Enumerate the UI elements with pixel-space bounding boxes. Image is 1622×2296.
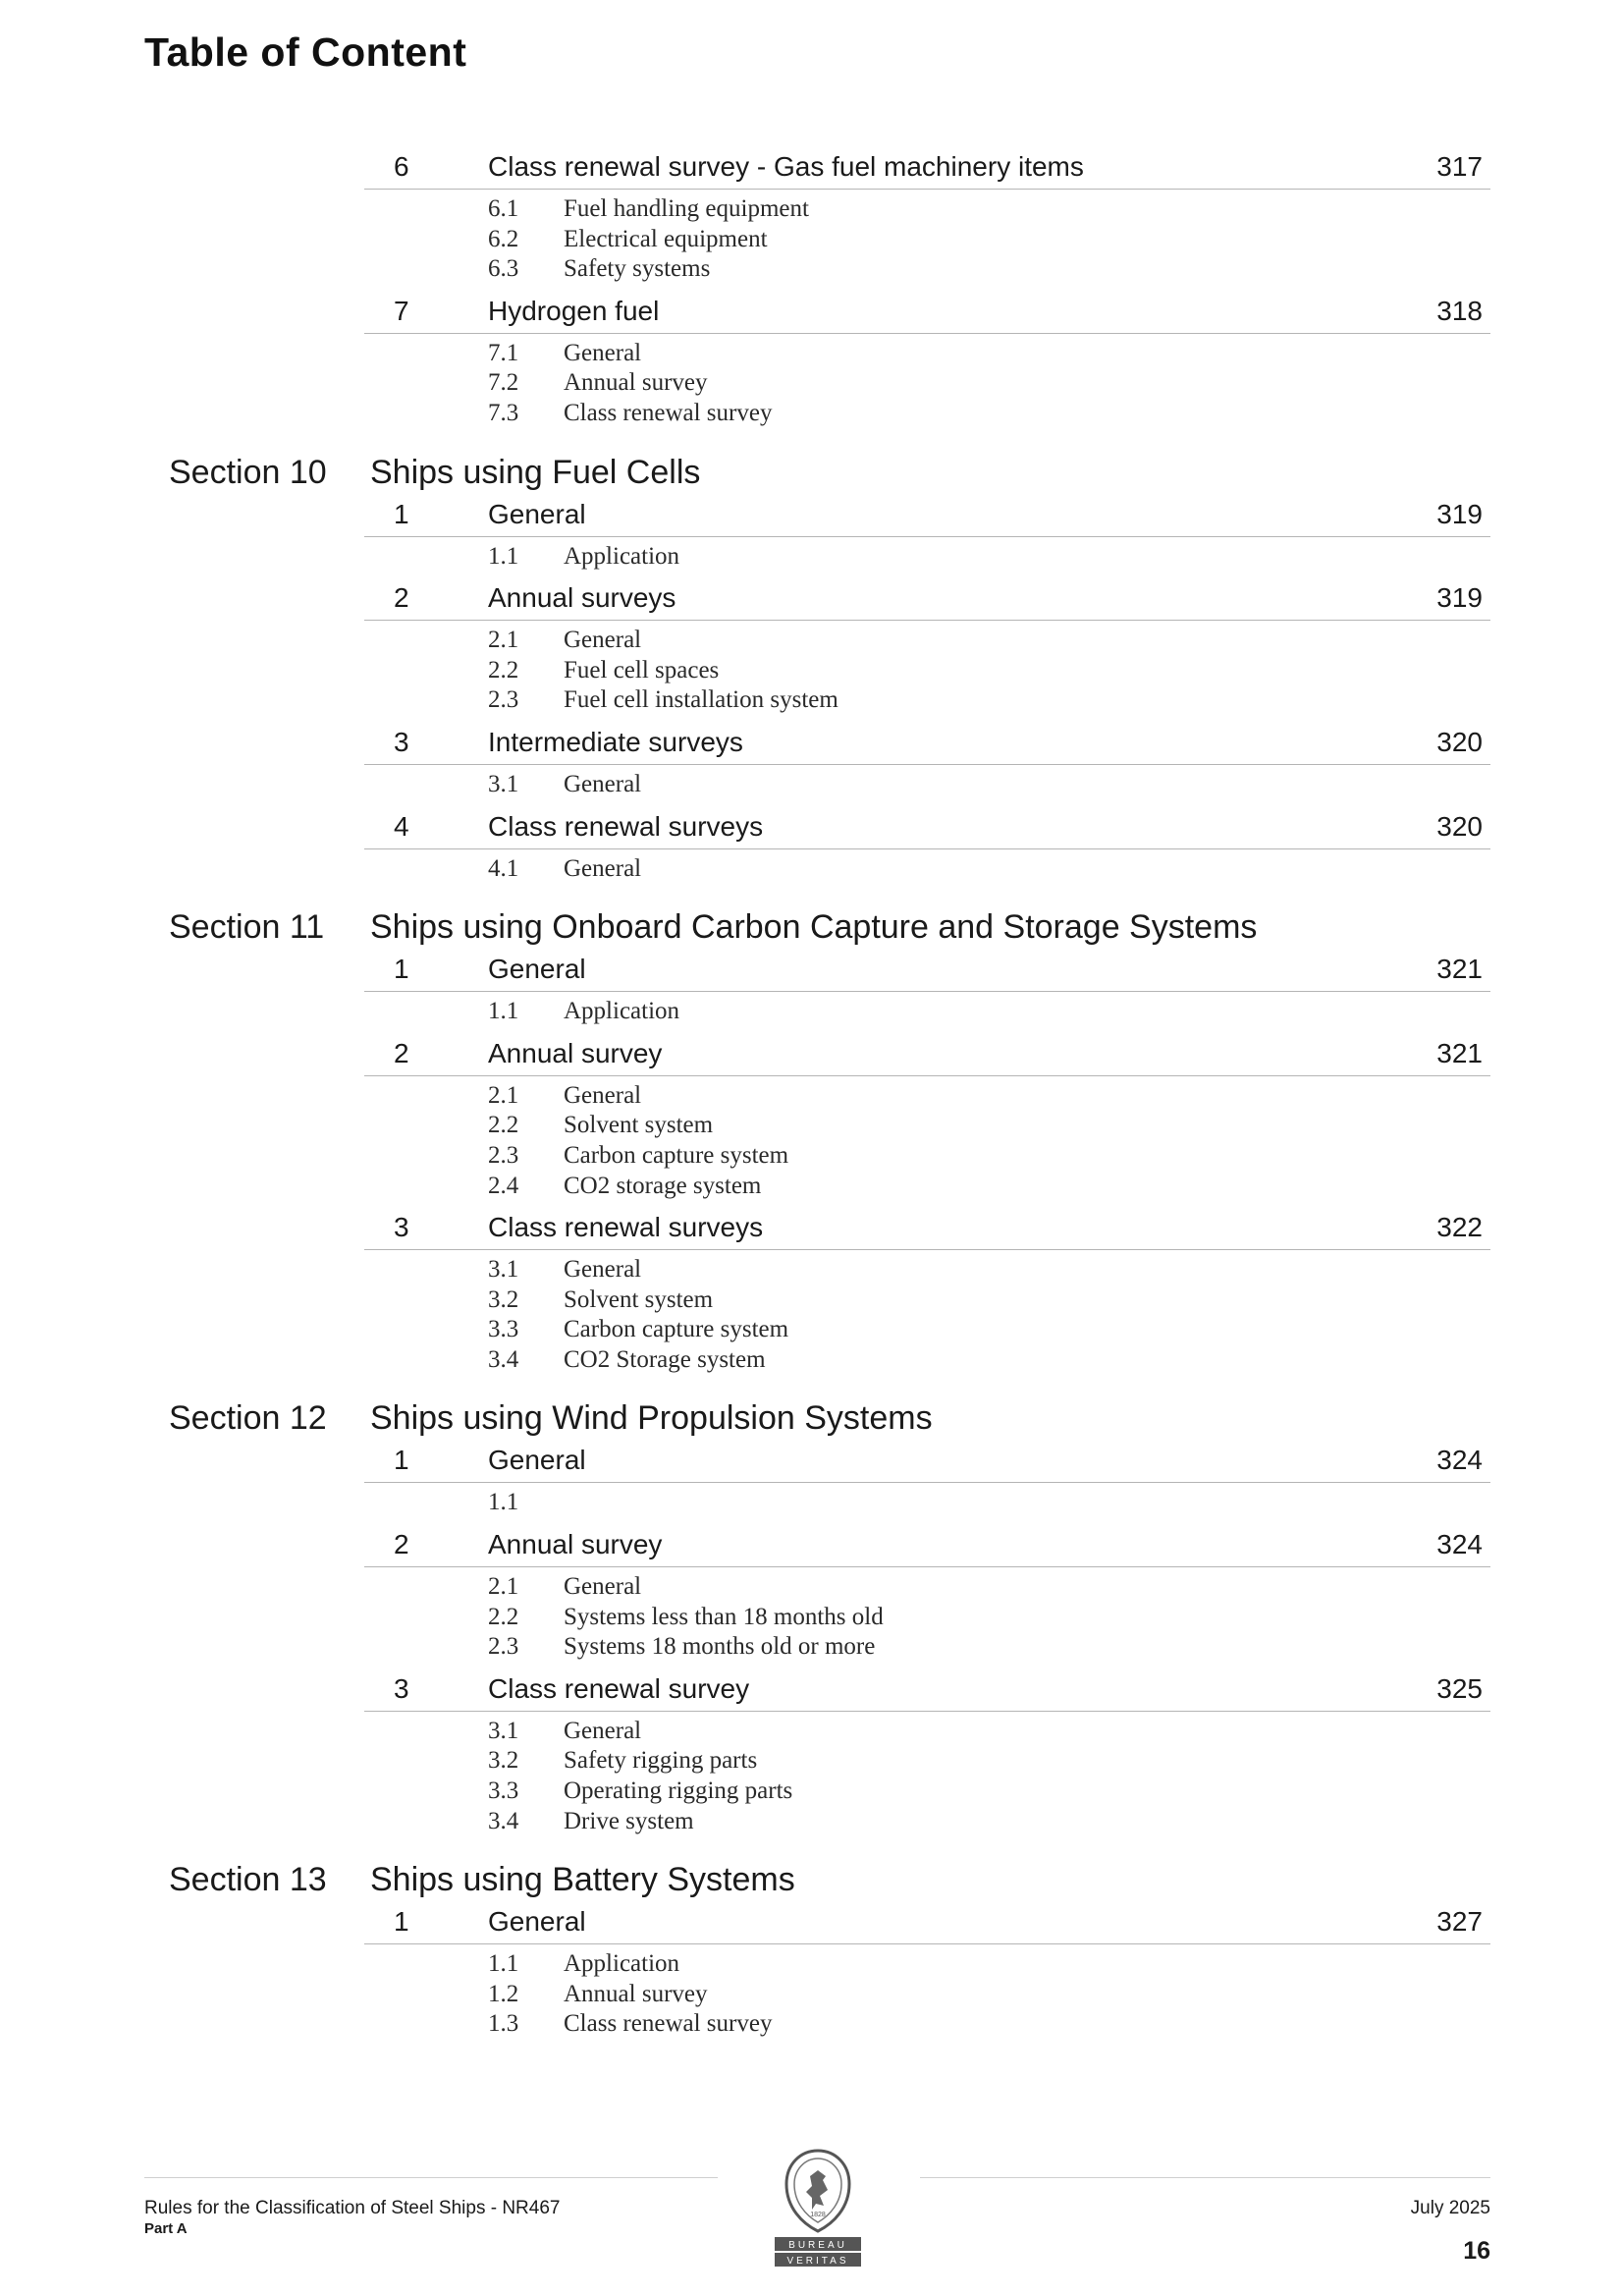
toc-article-row bbox=[364, 1445, 1490, 1483]
subarticle-number: 3.1 bbox=[488, 1717, 519, 1744]
subarticle-title: Safety systems bbox=[564, 255, 711, 283]
subarticle-item bbox=[364, 1489, 1622, 1519]
subarticle-number: 4.1 bbox=[488, 854, 519, 882]
subarticle-title: Fuel cell spaces bbox=[564, 656, 720, 683]
article-number: 3 bbox=[394, 1672, 409, 1704]
footer-document-title: Rules for the Classification of Steel Ships - NR467 bbox=[144, 2198, 561, 2218]
subarticle-number: 1.1 bbox=[488, 1950, 519, 1978]
subarticle-title: Class renewal survey bbox=[564, 2010, 773, 2038]
article-page-number: 320 bbox=[1436, 726, 1483, 757]
subarticle-title: Annual survey bbox=[564, 1980, 708, 2007]
footer-divider-right bbox=[920, 2177, 1490, 2178]
section-heading bbox=[0, 1399, 1622, 1441]
subarticle-item bbox=[364, 1950, 1622, 1981]
article-page-number: 325 bbox=[1436, 1672, 1483, 1704]
toc-section bbox=[0, 1861, 1622, 2047]
subarticle-number: 2.1 bbox=[488, 1081, 519, 1109]
article-number: 4 bbox=[394, 810, 409, 842]
subarticle-item bbox=[364, 340, 1622, 370]
article-number: 3 bbox=[394, 726, 409, 757]
toc-article-row bbox=[364, 1212, 1490, 1250]
section-label: Section 10 bbox=[169, 453, 327, 491]
page-number: 16 bbox=[1463, 2237, 1490, 2265]
subarticle-title: General bbox=[564, 1573, 642, 1601]
subarticle-item bbox=[364, 2010, 1622, 2041]
subarticle-number: 2.3 bbox=[488, 1141, 519, 1169]
article-title: Class renewal survey bbox=[488, 1672, 750, 1704]
article-number: 1 bbox=[394, 1906, 409, 1938]
article-page-number: 318 bbox=[1436, 295, 1483, 326]
subarticle-item bbox=[364, 771, 1622, 801]
toc-article-row bbox=[364, 1529, 1490, 1567]
subarticle-title: Solvent system bbox=[564, 1285, 714, 1313]
subarticle-item bbox=[364, 1573, 1622, 1604]
section-title: Ships using Onboard Carbon Capture and Storage Systems bbox=[370, 908, 1258, 947]
subarticle-number: 1.1 bbox=[488, 1489, 519, 1516]
subarticle-title: General bbox=[564, 1256, 642, 1284]
toc-article-row bbox=[364, 1038, 1490, 1076]
subarticle-item bbox=[364, 686, 1622, 717]
subarticle-title: Application bbox=[564, 542, 680, 570]
subarticle-title: General bbox=[564, 1717, 642, 1744]
subarticle-title: General bbox=[564, 339, 642, 366]
article-number: 2 bbox=[394, 582, 409, 614]
subarticle-item bbox=[364, 1082, 1622, 1113]
subarticle-title: Carbon capture system bbox=[564, 1141, 789, 1169]
subarticle-item bbox=[364, 1142, 1622, 1173]
subarticle-number: 3.2 bbox=[488, 1285, 519, 1313]
subarticle-item bbox=[364, 1173, 1622, 1203]
section-heading bbox=[0, 454, 1622, 495]
subarticle-number: 3.3 bbox=[488, 1316, 519, 1343]
article-number: 6 bbox=[394, 151, 409, 182]
subarticle-number: 3.1 bbox=[488, 1256, 519, 1284]
subarticle-item bbox=[364, 1981, 1622, 2011]
subarticle-title: Carbon capture system bbox=[564, 1316, 789, 1343]
toc-section bbox=[0, 151, 1622, 436]
article-page-number: 321 bbox=[1436, 954, 1483, 985]
subarticle-title: Annual survey bbox=[564, 369, 708, 397]
subarticle-list bbox=[364, 334, 1622, 436]
subarticle-number: 3.1 bbox=[488, 770, 519, 797]
footer-date: July 2025 bbox=[1410, 2198, 1490, 2218]
toc-article-row bbox=[364, 151, 1490, 190]
subarticle-list bbox=[364, 1944, 1622, 2047]
subarticle-number: 2.3 bbox=[488, 686, 519, 714]
subarticle-number: 6.1 bbox=[488, 195, 519, 222]
subarticle-item bbox=[364, 1747, 1622, 1777]
subarticle-list bbox=[364, 537, 1622, 579]
article-number: 3 bbox=[394, 1212, 409, 1243]
article-title: Annual survey bbox=[488, 1037, 663, 1068]
article-page-number: 322 bbox=[1436, 1212, 1483, 1243]
subarticle-list bbox=[364, 190, 1622, 292]
subarticle-number: 2.4 bbox=[488, 1172, 519, 1199]
toc-article-row bbox=[364, 582, 1490, 621]
subarticle-item bbox=[364, 1286, 1622, 1317]
subarticle-item bbox=[364, 1808, 1622, 1838]
subarticle-number: 6.2 bbox=[488, 225, 519, 252]
section-title: Ships using Fuel Cells bbox=[370, 453, 701, 491]
article-title: General bbox=[488, 1445, 586, 1476]
subarticle-list bbox=[364, 849, 1622, 892]
page-title: Table of Content bbox=[144, 29, 467, 75]
subarticle-number: 6.3 bbox=[488, 255, 519, 283]
article-title: Class renewal survey - Gas fuel machinery items bbox=[488, 151, 1084, 182]
subarticle-title: Fuel cell installation system bbox=[564, 686, 838, 714]
subarticle-list bbox=[364, 1712, 1622, 1843]
subarticle-title: Electrical equipment bbox=[564, 225, 768, 252]
subarticle-number: 2.1 bbox=[488, 1573, 519, 1601]
logo-word-top: BUREAU bbox=[788, 2240, 847, 2251]
subarticle-title: General bbox=[564, 854, 642, 882]
section-heading bbox=[0, 908, 1622, 950]
subarticle-title: Operating rigging parts bbox=[564, 1777, 793, 1805]
subarticle-number: 1.3 bbox=[488, 2010, 519, 2038]
article-page-number: 319 bbox=[1436, 582, 1483, 614]
article-page-number: 324 bbox=[1436, 1529, 1483, 1560]
subarticle-number: 3.2 bbox=[488, 1747, 519, 1775]
toc-article-row bbox=[364, 811, 1490, 849]
article-title: Hydrogen fuel bbox=[488, 295, 660, 326]
subarticle-number: 1.1 bbox=[488, 542, 519, 570]
article-page-number: 320 bbox=[1436, 810, 1483, 842]
subarticle-list bbox=[364, 1567, 1622, 1669]
subarticle-title: Class renewal survey bbox=[564, 399, 773, 426]
subarticle-number: 3.4 bbox=[488, 1345, 519, 1373]
subarticle-number: 1.1 bbox=[488, 998, 519, 1025]
subarticle-title: General bbox=[564, 1081, 642, 1109]
article-page-number: 319 bbox=[1436, 498, 1483, 529]
subarticle-title: Safety rigging parts bbox=[564, 1747, 758, 1775]
subarticle-number: 3.3 bbox=[488, 1777, 519, 1805]
section-title: Ships using Battery Systems bbox=[370, 1861, 795, 1899]
subarticle-item bbox=[364, 195, 1622, 226]
section-label: Section 11 bbox=[169, 908, 325, 947]
subarticle-list bbox=[364, 1483, 1622, 1525]
subarticle-item bbox=[364, 1777, 1622, 1808]
subarticle-number: 7.2 bbox=[488, 369, 519, 397]
subarticle-title: CO2 storage system bbox=[564, 1172, 762, 1199]
article-number: 2 bbox=[394, 1529, 409, 1560]
subarticle-item bbox=[364, 627, 1622, 657]
article-title: Class renewal surveys bbox=[488, 810, 764, 842]
article-title: Intermediate surveys bbox=[488, 726, 743, 757]
article-page-number: 327 bbox=[1436, 1906, 1483, 1938]
toc-article-row bbox=[364, 727, 1490, 765]
table-of-contents bbox=[0, 147, 1622, 2047]
toc-article-row bbox=[364, 499, 1490, 537]
article-number: 2 bbox=[394, 1037, 409, 1068]
article-title: General bbox=[488, 498, 586, 529]
subarticle-title: Systems 18 months old or more bbox=[564, 1633, 876, 1661]
subarticle-item bbox=[364, 855, 1622, 886]
article-title: General bbox=[488, 1906, 586, 1938]
subarticle-list bbox=[364, 992, 1622, 1034]
subarticle-number: 2.2 bbox=[488, 656, 519, 683]
subarticle-item bbox=[364, 400, 1622, 430]
section-heading bbox=[0, 1861, 1622, 1902]
subarticle-title: Drive system bbox=[564, 1807, 694, 1834]
subarticle-title: Systems less than 18 months old bbox=[564, 1603, 884, 1630]
toc-article-row bbox=[364, 1906, 1490, 1944]
article-page-number: 317 bbox=[1436, 151, 1483, 182]
bureau-veritas-logo bbox=[769, 2147, 867, 2269]
subarticle-item bbox=[364, 1604, 1622, 1634]
logo-year: 1828 bbox=[810, 2212, 826, 2218]
subarticle-item bbox=[364, 1633, 1622, 1664]
subarticle-number: 7.1 bbox=[488, 339, 519, 366]
subarticle-list bbox=[364, 1250, 1622, 1382]
article-title: Annual surveys bbox=[488, 582, 676, 614]
subarticle-item bbox=[364, 1346, 1622, 1377]
toc-article-row bbox=[364, 1673, 1490, 1712]
article-page-number: 324 bbox=[1436, 1445, 1483, 1476]
subarticle-title: Fuel handling equipment bbox=[564, 195, 809, 222]
subarticle-list bbox=[364, 765, 1622, 807]
subarticle-number: 2.3 bbox=[488, 1633, 519, 1661]
subarticle-title: General bbox=[564, 770, 642, 797]
toc-article-row bbox=[364, 296, 1490, 334]
subarticle-number: 1.2 bbox=[488, 1980, 519, 2007]
subarticle-list bbox=[364, 621, 1622, 723]
article-title: Annual survey bbox=[488, 1529, 663, 1560]
subarticle-item bbox=[364, 226, 1622, 256]
subarticle-title: Application bbox=[564, 1950, 680, 1978]
footer-divider-left bbox=[144, 2177, 718, 2178]
article-number: 1 bbox=[394, 954, 409, 985]
subarticle-number: 2.2 bbox=[488, 1112, 519, 1139]
subarticle-number: 2.2 bbox=[488, 1603, 519, 1630]
subarticle-title: General bbox=[564, 627, 642, 654]
subarticle-title: Application bbox=[564, 998, 680, 1025]
footer-part-label: Part A bbox=[144, 2220, 188, 2237]
article-number: 1 bbox=[394, 498, 409, 529]
toc-article-row bbox=[364, 954, 1490, 992]
subarticle-item bbox=[364, 255, 1622, 286]
subarticle-item bbox=[364, 369, 1622, 400]
subarticle-item bbox=[364, 1316, 1622, 1346]
subarticle-item bbox=[364, 998, 1622, 1028]
section-label: Section 13 bbox=[169, 1861, 327, 1899]
article-number: 7 bbox=[394, 295, 409, 326]
subarticle-number: 7.3 bbox=[488, 399, 519, 426]
subarticle-title: Solvent system bbox=[564, 1112, 714, 1139]
logo-word-bottom: VERITAS bbox=[786, 2256, 849, 2267]
subarticle-item bbox=[364, 1112, 1622, 1142]
article-title: General bbox=[488, 954, 586, 985]
toc-section bbox=[0, 908, 1622, 1382]
section-title: Ships using Wind Propulsion Systems bbox=[370, 1399, 933, 1438]
section-label: Section 12 bbox=[169, 1399, 327, 1438]
toc-section bbox=[0, 454, 1622, 892]
article-title: Class renewal surveys bbox=[488, 1212, 764, 1243]
subarticle-item bbox=[364, 1718, 1622, 1748]
toc-section bbox=[0, 1399, 1622, 1843]
subarticle-item bbox=[364, 543, 1622, 574]
article-number: 1 bbox=[394, 1445, 409, 1476]
article-page-number: 321 bbox=[1436, 1037, 1483, 1068]
subarticle-number: 2.1 bbox=[488, 627, 519, 654]
subarticle-item bbox=[364, 1256, 1622, 1286]
subarticle-list bbox=[364, 1076, 1622, 1208]
subarticle-title: CO2 Storage system bbox=[564, 1345, 766, 1373]
subarticle-number: 3.4 bbox=[488, 1807, 519, 1834]
subarticle-item bbox=[364, 657, 1622, 687]
